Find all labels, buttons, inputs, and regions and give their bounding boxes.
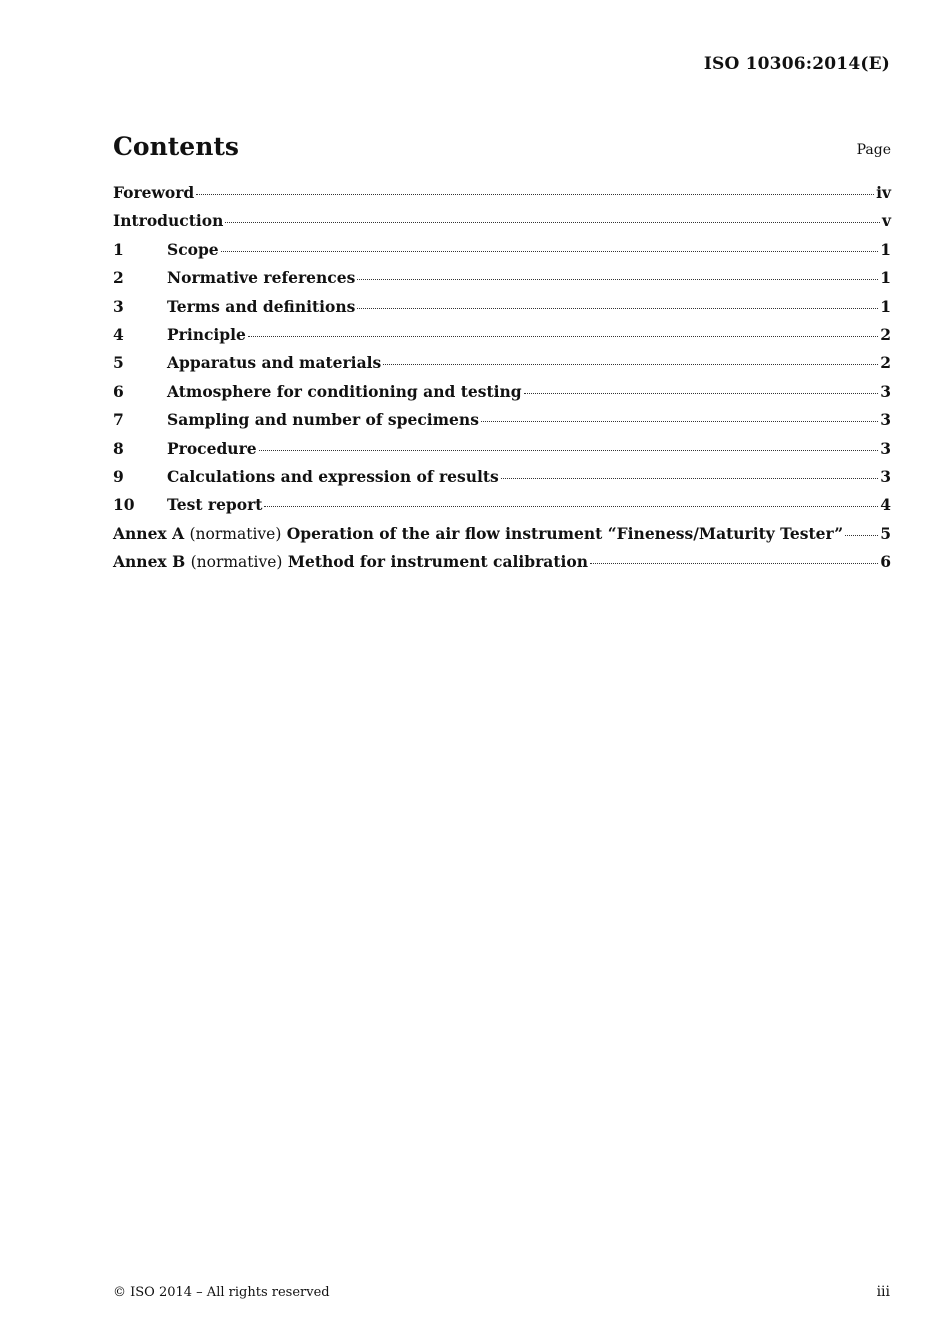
toc-entry-number: 9 [113, 466, 124, 486]
toc-entry-clause-1[interactable] [113, 240, 891, 268]
dot-leader [248, 336, 878, 337]
toc-annex-heading [113, 524, 843, 543]
toc-entry-title: Terms and definitions [167, 296, 356, 316]
toc-entry-title: Procedure [167, 438, 257, 458]
toc-entry-page: 1 [880, 239, 891, 259]
toc-annex-heading [113, 552, 588, 571]
table-of-contents [113, 183, 891, 580]
toc-entry-clause-2[interactable] [113, 268, 891, 296]
toc-entry-number: 6 [113, 381, 124, 401]
dot-leader [845, 535, 878, 536]
page-column-label: Page [856, 142, 891, 158]
toc-annex-label: Annex A [113, 523, 185, 543]
toc-entry-page: 3 [880, 410, 891, 430]
toc-entry-page: 2 [880, 353, 891, 373]
toc-entry-number: 2 [113, 268, 124, 288]
toc-entry-clause-8[interactable] [113, 439, 891, 467]
toc-entry-number: 7 [113, 410, 124, 430]
toc-annex-title: Method for instrument calibration [287, 552, 588, 572]
toc-entry-title: Foreword [113, 183, 195, 202]
toc-annex-type: (normative) [190, 553, 283, 572]
toc-entry-clause-4[interactable] [113, 325, 891, 353]
toc-entry-page: 5 [880, 523, 891, 543]
toc-entry-number: 3 [113, 296, 124, 316]
dot-leader [524, 393, 879, 394]
toc-entry-number: 8 [113, 438, 124, 458]
toc-entry-page: 2 [880, 324, 891, 344]
document-id-header: ISO 10306:2014(E) [703, 54, 890, 74]
toc-entry-page: iv [876, 183, 891, 202]
toc-entry-title: Normative references [167, 268, 356, 288]
dot-leader [196, 194, 874, 195]
dot-leader [357, 279, 878, 280]
contents-heading-row [113, 132, 891, 166]
toc-entry-clause-7[interactable] [113, 410, 891, 438]
toc-annex-title: Operation of the air flow instrument “Fineness/Maturity Tester” [286, 523, 844, 543]
toc-entry-title: Apparatus and materials [167, 353, 382, 373]
toc-entry-number: 10 [113, 495, 135, 515]
toc-entry-introduction[interactable] [113, 211, 891, 239]
dot-leader [383, 364, 878, 365]
dot-leader [264, 506, 878, 507]
dot-leader [481, 421, 878, 422]
toc-entry-page: v [881, 211, 891, 231]
toc-entry-page: 3 [880, 438, 891, 458]
dot-leader [221, 251, 879, 252]
toc-entry-page: 1 [880, 268, 891, 288]
toc-entry-clause-6[interactable] [113, 382, 891, 410]
toc-entry-clause-10[interactable] [113, 495, 891, 523]
toc-entry-page: 1 [880, 296, 891, 316]
toc-entry-clause-9[interactable] [113, 467, 891, 495]
toc-entry-page: 3 [880, 466, 891, 486]
toc-entry-title: Introduction [113, 211, 224, 231]
toc-entry-clause-3[interactable] [113, 297, 891, 325]
toc-entry-foreword[interactable] [113, 183, 891, 211]
toc-entry-page: 4 [880, 495, 891, 515]
toc-entry-annex-b[interactable] [113, 552, 891, 580]
toc-entry-title: Scope [167, 239, 219, 259]
dot-leader [357, 308, 878, 309]
footer-page-number: iii [876, 1284, 890, 1300]
toc-entry-number: 5 [113, 353, 124, 373]
toc-entry-number: 4 [113, 324, 124, 344]
toc-entry-title: Principle [167, 324, 246, 344]
footer-copyright: © ISO 2014 – All rights reserved [113, 1285, 330, 1300]
toc-entry-page: 6 [880, 552, 891, 572]
dot-leader [501, 478, 878, 479]
dot-leader [259, 450, 879, 451]
toc-entry-title: Sampling and number of specimens [167, 410, 479, 430]
toc-entry-title: Atmosphere for conditioning and testing [167, 381, 522, 401]
dot-leader [225, 222, 880, 223]
toc-entry-annex-a[interactable] [113, 524, 891, 552]
toc-entry-page: 3 [880, 381, 891, 401]
toc-entry-title: Calculations and expression of results [167, 466, 499, 486]
dot-leader [590, 563, 878, 564]
toc-annex-type: (normative) [189, 524, 282, 543]
toc-entry-clause-5[interactable] [113, 353, 891, 381]
contents-title: Contents [113, 132, 240, 161]
toc-entry-title: Test report [167, 495, 263, 515]
toc-annex-label: Annex B [113, 552, 186, 572]
toc-entry-number: 1 [113, 239, 124, 259]
